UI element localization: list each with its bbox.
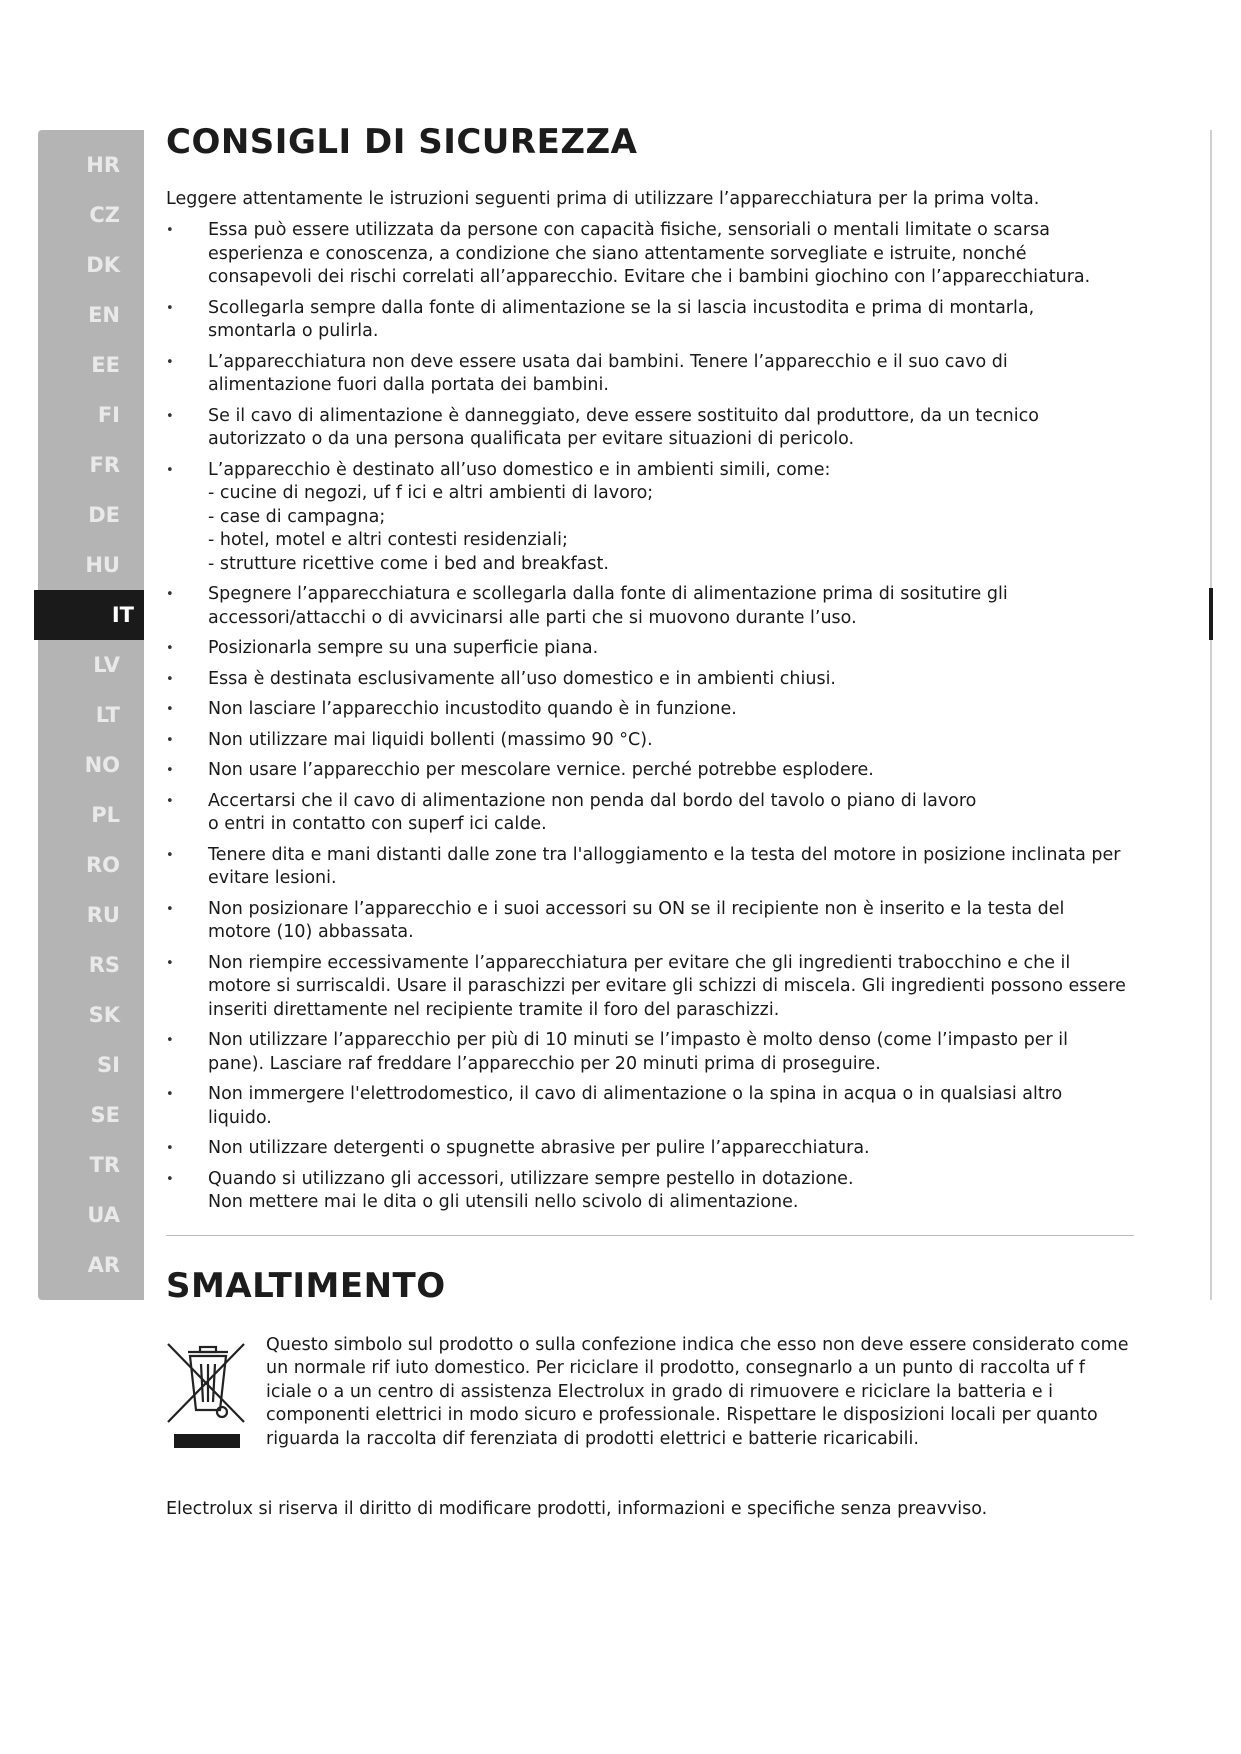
language-tab-sk[interactable]: SK [88, 1003, 120, 1027]
language-tab-lt[interactable]: LT [95, 703, 120, 727]
safety-list-item: • Quando si utilizzano gli accessori, utilizzare sempre pestello in dotazione. Non mettere mai le dita o gli utensili nello scivolo di alimentazione. [166, 1168, 1126, 1215]
right-border-rule [1210, 130, 1212, 1300]
language-tab-cz[interactable]: CZ [89, 203, 120, 227]
safety-list-item: • Posizionarla sempre su una superficie piana. [166, 637, 1126, 661]
language-tab-rs[interactable]: RS [88, 953, 120, 977]
safety-list-item: • Non utilizzare l’apparecchio per più di 10 minuti se l’impasto è molto denso (come l’impasto per il pane). Lasciare raf freddare l’apparecchio per 20 minuti prima di proseguire. [166, 1029, 1126, 1076]
disposal-title: SMALTIMENTO [166, 1265, 446, 1306]
language-tab-fr[interactable]: FR [89, 453, 120, 477]
safety-list-item: • Tenere dita e mani distanti dalle zone tra l'alloggiamento e la testa del motore in posizione inclinata per evitare lesioni. [166, 844, 1126, 891]
language-tab-hr[interactable]: HR [86, 153, 120, 177]
safety-list-item: • Essa può essere utilizzata da persone con capacità fisiche, sensoriali o mentali limitate o scarsa esperienza e conoscenza, a condizione che siano attentamente sorvegliate e istruite, nonché consapevoli dei rischi correlati all’apparecchio. Evitare che i bambini giochino con l’apparecchiatura. [166, 219, 1126, 290]
safety-list-item: • Non usare l’apparecchio per mescolare vernice. perché potrebbe esplodere. [166, 759, 1126, 783]
safety-list-item: • L’apparecchio è destinato all’uso domestico e in ambienti simili, come: - cucine di negozi, uf f ici e altri ambienti di lavoro; - case di campagna; - hotel, motel e altri contesti residenziali; - strutture ricettive come i bed and breakfast. [166, 459, 1126, 577]
disposal-section [166, 1334, 1129, 1484]
weee-crossed-bin-icon [166, 1338, 246, 1448]
language-tab-fi[interactable]: FI [97, 403, 120, 427]
safety-list-item: • Spegnere l’apparecchiatura e scollegarla dalla fonte di alimentazione prima di sositutire gli accessori/attacchi o di avvicinarsi alle parti che si muovono durante l’uso. [166, 583, 1126, 630]
right-page-marker [1209, 588, 1213, 640]
language-tab-hu[interactable]: HU [85, 553, 120, 577]
language-tab-it[interactable]: IT [34, 590, 144, 640]
safety-list-item: • Accertarsi che il cavo di alimentazione non penda dal bordo del tavolo o piano di lavoro o entri in contatto con superf ici calde. [166, 790, 1126, 837]
language-tab-ro[interactable]: RO [85, 853, 120, 877]
safety-list-item: • Essa è destinata esclusivamente all’uso domestico e in ambienti chiusi. [166, 668, 1126, 692]
language-tab-de[interactable]: DE [88, 503, 120, 527]
language-tab-lv[interactable]: LV [93, 653, 120, 677]
safety-list-item: • Scollegarla sempre dalla fonte di alimentazione se la si lascia incustodita e prima di montarla, smontarla o pulirla. [166, 297, 1126, 344]
section-divider [166, 1235, 1134, 1236]
language-sidebar [38, 130, 144, 1300]
language-tab-ua[interactable]: UA [87, 1203, 120, 1227]
language-tab-tr[interactable]: TR [89, 1153, 120, 1177]
footer-note: Electrolux si riserva il diritto di modificare prodotti, informazioni e specifiche senza preavviso. [166, 1498, 988, 1519]
language-tab-si[interactable]: SI [97, 1053, 120, 1077]
safety-list [166, 219, 1126, 1215]
language-tab-ar[interactable]: AR [87, 1253, 120, 1277]
language-tab-en[interactable]: EN [88, 303, 120, 327]
language-tab-no[interactable]: NO [84, 753, 120, 777]
disposal-text: Questo simbolo sul prodotto o sulla confezione indica che esso non deve essere considerato come un normale rif iuto domestico. Per riciclare il prodotto, consegnarlo a un punto di raccolta uf f iciale o a un centro di assistenza Electrolux in grado di rimuovere e riciclare la batteria e i componenti elettrici in modo sicuro e professionale. Rispettare le disposizioni locali per quanto riguarda la raccolta dif ferenziata di prodotti elettrici e batterie ricaricabili. [266, 1334, 1129, 1449]
language-tab-ru[interactable]: RU [86, 903, 120, 927]
safety-title: CONSIGLI DI SICUREZZA [166, 122, 638, 162]
safety-list-item: • Non immergere l'elettrodomestico, il cavo di alimentazione o la spina in acqua o in qualsiasi altro liquido. [166, 1083, 1126, 1130]
language-tab-se[interactable]: SE [90, 1103, 120, 1127]
language-tab-dk[interactable]: DK [86, 253, 120, 277]
safety-list-item: • Non riempire eccessivamente l’apparecchiatura per evitare che gli ingredienti trabocchino e che il motore si surriscaldi. Usare il paraschizzi per evitare gli schizzi di miscela. Gli ingredienti possono essere inseriti direttamente nel recipiente tramite il foro del paraschizzi. [166, 952, 1126, 1023]
safety-intro: Leggere attentamente le istruzioni seguenti prima di utilizzare l’apparecchiatura per la prima volta. [166, 189, 1040, 209]
main-content [166, 122, 1129, 1538]
safety-list-item: • L’apparecchiatura non deve essere usata dai bambini. Tenere l’apparecchio e il suo cavo di alimentazione fuori dalla portata dei bambini. [166, 351, 1126, 398]
language-tab-pl[interactable]: PL [91, 803, 120, 827]
language-tab-ee[interactable]: EE [91, 353, 120, 377]
safety-list-item: • Non utilizzare detergenti o spugnette abrasive per pulire l’apparecchiatura. [166, 1137, 1126, 1161]
safety-list-item: • Non utilizzare mai liquidi bollenti (massimo 90 °C). [166, 729, 1126, 753]
safety-list-item: • Se il cavo di alimentazione è danneggiato, deve essere sostituito dal produttore, da un tecnico autorizzato o da una persona qualificata per evitare situazioni di pericolo. [166, 405, 1126, 452]
safety-list-item: • Non lasciare l’apparecchio incustodito quando è in funzione. [166, 698, 1126, 722]
safety-list-item: • Non posizionare l’apparecchio e i suoi accessori su ON se il recipiente non è inserito e la testa del motore (10) abbassata. [166, 898, 1126, 945]
